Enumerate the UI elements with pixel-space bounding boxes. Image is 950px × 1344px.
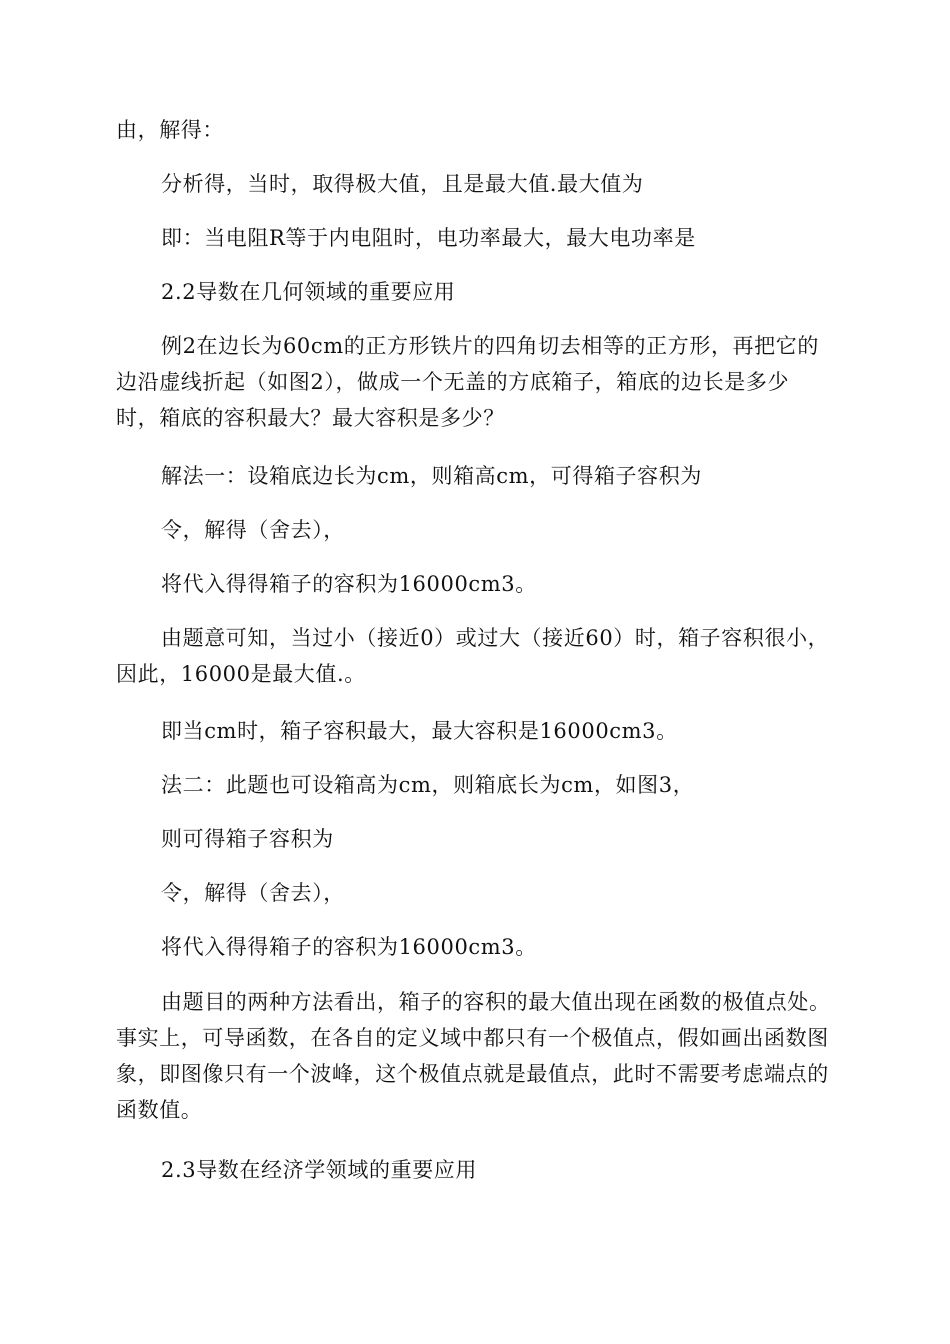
paragraph-method-1: 解法一：设箱底边长为cm，则箱高cm，可得箱子容积为 [161, 464, 702, 488]
paragraph-solve: 由，解得： [116, 118, 224, 142]
paragraph-analysis: 分析得，当时，取得极大值，且是最大值.最大值为 [161, 172, 644, 196]
paragraph-resistance-conclusion: 即：当电阻R等于内电阻时，电功率最大，最大电功率是 [161, 226, 696, 250]
section-heading-2-2: 2.2导数在几何领域的重要应用 [161, 280, 456, 304]
paragraph-summary: 由题目的两种方法看出，箱子的容积的最大值出现在函数的极值点处。事实上，可导函数，在各自的定义域中都只有一个极值点，假如画出函数图象，即图像只有一个波峰，这个极值点就是最值点，此时不需要考虑端点的函数值。 [116, 990, 831, 1122]
paragraph-let-solve-1: 令，解得（舍去）， [161, 518, 345, 542]
paragraph-method-2: 法二：此题也可设箱高为cm，则箱底长为cm，如图3， [161, 773, 695, 797]
paragraph-reasoning: 由题意可知，当过小（接近0）或过大（接近60）时，箱子容积很小，因此，16000是最大值.。 [116, 626, 830, 686]
paragraph-example-2: 例2在边长为60cm的正方形铁片的四角切去相等的正方形，再把它的边沿虚线折起（如图2），做成一个无盖的方底箱子，箱底的边长是多少时，箱底的容积最大？最大容积是多少？ [116, 334, 819, 430]
section-heading-2-3: 2.3导数在经济学领域的重要应用 [161, 1158, 477, 1182]
paragraph-volume-expression: 则可得箱子容积为 [161, 827, 334, 851]
paragraph-let-solve-2: 令，解得（舍去）， [161, 881, 345, 905]
paragraph-volume-1: 将代入得得箱子的容积为16000cm3。 [161, 572, 537, 596]
paragraph-answer: 即当cm时，箱子容积最大，最大容积是16000cm3。 [161, 719, 678, 743]
paragraph-volume-2: 将代入得得箱子的容积为16000cm3。 [161, 935, 537, 959]
